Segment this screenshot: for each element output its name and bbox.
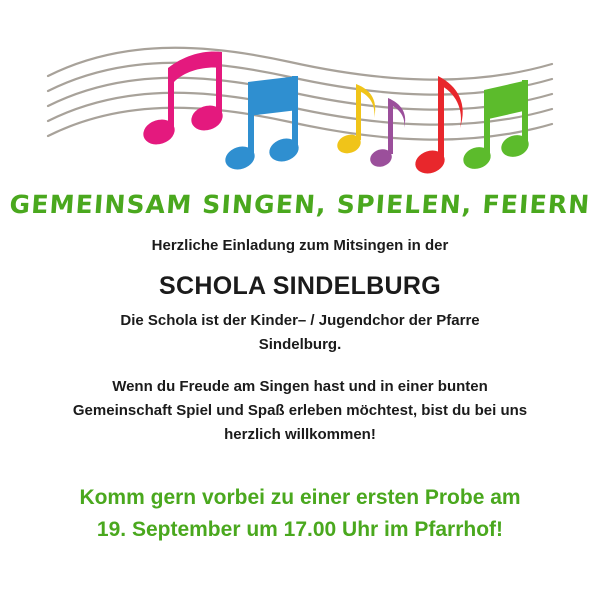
note-red [412, 76, 462, 177]
note-purple [368, 98, 405, 169]
poster-body [0, 234, 600, 447]
appeal-text: Wenn du Freude am Singen hast und in einer bunten Gemeinschaft Spiel und Spaß erleben möchtest, bist du bei uns herzlich willkommen! [72, 378, 528, 443]
callout-line-1: Komm gern vorbei zu einer ersten Probe am [79, 486, 521, 509]
choir-name: SCHOLA SINDELBURG [159, 272, 441, 300]
choir-description: Die Schola ist der Kinder– / Jugendchor der Pfarre Sindelburg. [120, 312, 480, 353]
poster-headline: GEMEINSAM SINGEN, SPIELEN, FEIERN [8, 190, 592, 219]
rehearsal-callout [0, 482, 600, 546]
music-staff-artwork [40, 28, 560, 178]
callout-line-2: 19. September um 17.00 Uhr im Pfarrhof! [96, 518, 504, 541]
note-pink [140, 52, 226, 149]
invite-line: Herzliche Einladung zum Mitsingen in der [151, 237, 449, 254]
note-blue [222, 76, 301, 173]
